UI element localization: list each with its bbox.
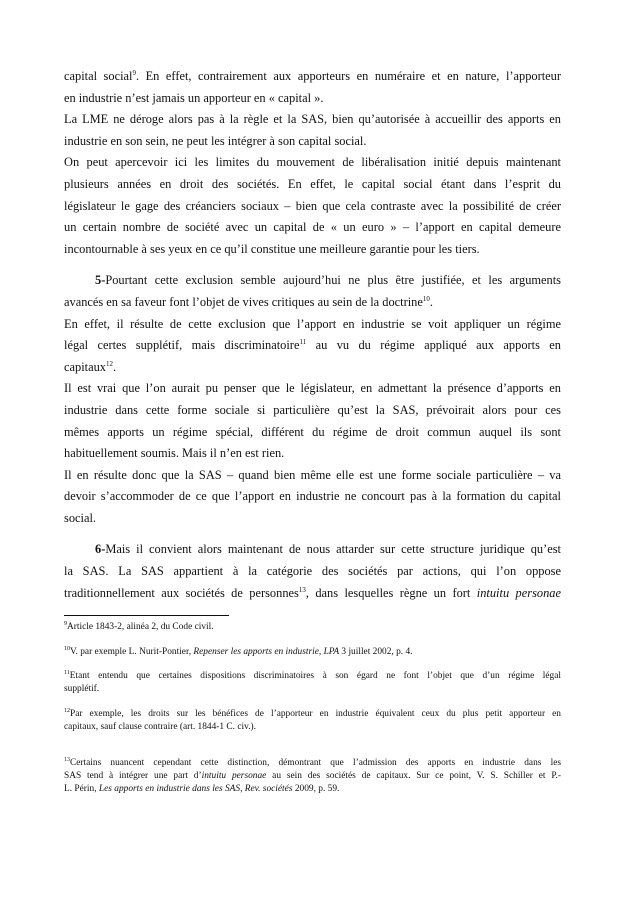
text-line: En effet, il résulte de cette exclusion que l’apport en industrie se voit appliquer un régime xyxy=(64,316,561,331)
footnote-12: $^{12}$Par exemple, les droits sur les bénéfices de l’apporteur en industrie équivalent ceux du plus petit apporteur en xyxy=(64,707,561,719)
text-line: en industrie n’est jamais un apporteur en « capital ». xyxy=(64,90,324,105)
footnote-line: SAS tend à intégrer une part d’intuitu personae au sein des sociétés de capitaux. Sur ce point, V. S. Schiller et P.- xyxy=(64,770,561,781)
footnote-ref[interactable]: 13 xyxy=(298,585,306,594)
section-number: 6- xyxy=(95,542,106,557)
text-line: plusieurs années en droit des sociétés. En effet, le capital social étant dans l’esprit du xyxy=(64,176,561,191)
footnote-line: capitaux, sauf clause contraire (art. 1844-1 C. civ.). xyxy=(64,721,257,732)
text-line: On peut apercevoir ici les limites du mouvement de libéralisation initié depuis maintenant xyxy=(64,155,561,170)
text-line: un certain nombre de société avec un capital de « un euro » – l’apport en capital demeure xyxy=(64,220,561,235)
footnote-separator xyxy=(64,615,229,616)
text-line: légal certes supplétif, mais discriminatoire$^{11}$ au vu du régime appliqué aux apports en xyxy=(64,338,561,353)
text-line: habituellement soumis. Mais il n’en est rien. xyxy=(64,446,285,461)
text-line: avancés en sa faveur font l’objet de vives critiques au sein de la doctrine$^{10}$. xyxy=(64,294,433,309)
footnote-9: $^9$Article 1843-2, alinéa 2, du Code civil. xyxy=(64,621,214,632)
text-line: industrie dans cette forme sociale si particulière qu’est la SAS, prévoirait alors pour ces xyxy=(64,402,561,417)
footnote-10: $^{10}$V. par exemple L. Nurit-Pontier, Repenser les apports en industrie, LPA 3 juillet 2002, p. 4. xyxy=(64,645,413,657)
section-number: 5- xyxy=(95,273,106,288)
text-line: La LME ne déroge alors pas à la règle et la SAS, bien qu’autorisée à accueillir des apports en xyxy=(64,112,561,127)
text-line: capitaux$^{12}$. xyxy=(64,359,117,374)
footnote-11: $^{11}$Etant entendu que certaines dispositions discriminatoires à son égard ne font l’objet que d’un régime légal xyxy=(64,670,561,681)
text-line: Il est vrai que l’on aurait pu penser que le législateur, en admettant la présence d’apports en xyxy=(64,381,561,396)
footnote-13: $^{13}$Certains nuancent cependant cette distinction, démontrant que l’admission des apports en industrie dans les xyxy=(64,756,561,768)
text-line: la SAS. La SAS appartient à la catégorie des sociétés par actions, qui l’on oppose xyxy=(64,564,561,579)
text-line: législateur le gage des créanciers sociaux – bien que cela contraste avec la possibilité de créer xyxy=(64,198,561,213)
text-line: social. xyxy=(64,510,96,525)
text-line: 6-Mais il convient alors maintenant de nous attarder sur cette structure juridique qu’est xyxy=(95,542,561,557)
footnote-ref[interactable]: 9 xyxy=(132,68,136,77)
text-line: industrie en son sein, ne peut les intégrer à son capital social. xyxy=(64,133,367,148)
text-line: devoir s’accommoder de ce que l’apport en industrie ne concourt pas à la formation du capital xyxy=(64,489,561,504)
footnote-ref[interactable]: 10 xyxy=(422,294,430,303)
text-line: capital social$^9$. En effet, contrairement aux apporteurs en numéraire et en nature, l’apporteur xyxy=(64,68,561,83)
text-line: traditionnellement aux sociétés de personnes$^{13}$, dans lesquelles règne un fort intuitu personae xyxy=(64,585,561,600)
text-line: mêmes apports un régime spécial, différent du régime de droit commun auquel ils sont xyxy=(64,424,561,439)
text-line: Il en résulte donc que la SAS – quand bien même elle est une forme sociale particulière – va xyxy=(64,467,561,482)
footnote-line: supplétif. xyxy=(64,684,100,694)
footnote-ref[interactable]: 11 xyxy=(299,338,307,346)
document-body xyxy=(64,66,561,604)
footnote-ref[interactable]: 12 xyxy=(105,359,113,368)
footnote-line: L. Périn, Les apports en industrie dans les SAS, Rev. sociétés 2009, p. 59. xyxy=(64,783,340,794)
text-line: incontournable à ses yeux en ce qu’il constitue une meilleure garantie pour les tiers. xyxy=(64,241,480,256)
text-line: 5-Pourtant cette exclusion semble aujourd’hui ne plus être justifiée, et les arguments xyxy=(95,273,561,288)
footnotes xyxy=(64,621,561,796)
